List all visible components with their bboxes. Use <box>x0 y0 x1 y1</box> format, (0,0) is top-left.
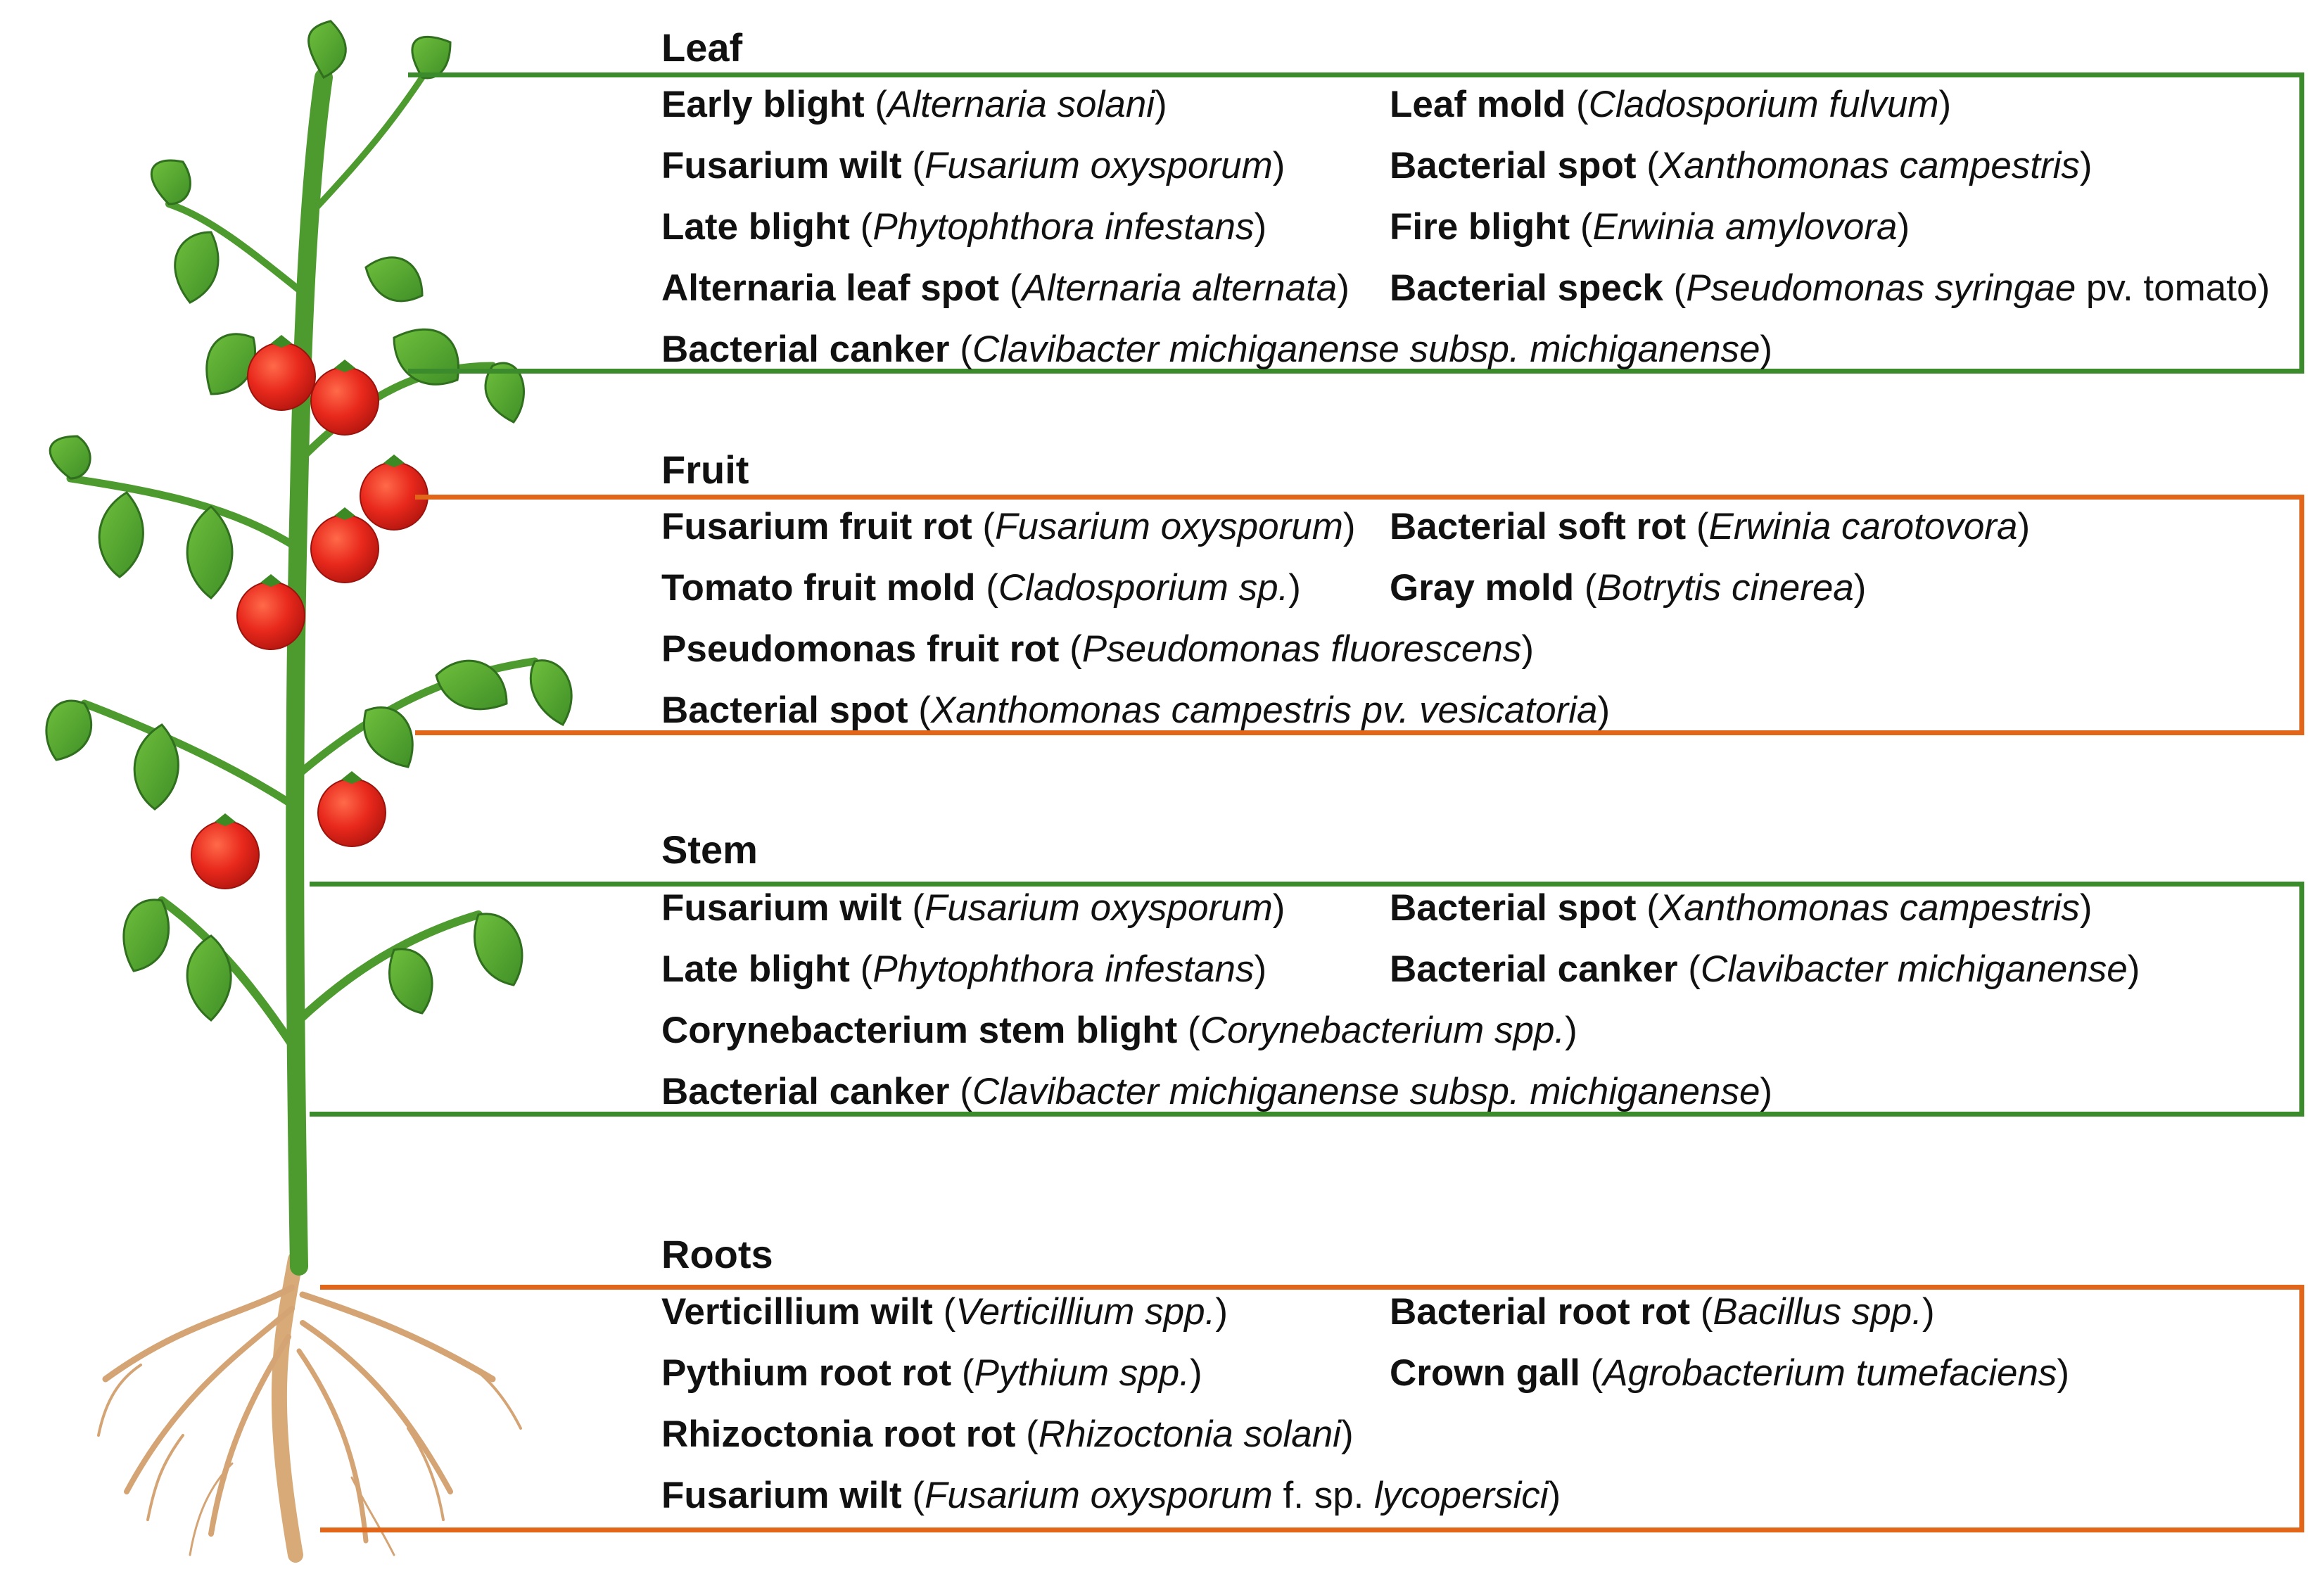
disease-name: Late blight <box>661 206 850 248</box>
section-title-fruit: Fruit <box>661 447 749 492</box>
pathogen-species: Erwinia amylovora <box>1592 206 1898 248</box>
disease-entry: Pseudomonas fruit rot (Pseudomonas fluorescens) <box>661 628 1535 670</box>
pathogen-species: Pseudomonas fluorescens <box>1081 628 1522 670</box>
disease-name: Bacterial canker <box>661 329 950 370</box>
tomato <box>237 582 305 649</box>
disease-entry: Bacterial canker (Clavibacter michiganense subsp. michiganense) <box>661 329 1773 370</box>
pathogen-species: Phytophthora infestans <box>872 206 1255 248</box>
disease-entry: Fire blight (Erwinia amylovora) <box>1390 206 1910 248</box>
disease-name: Verticillium wilt <box>661 1291 933 1333</box>
pathogen-species: Xanthomonas campestris <box>1658 887 2080 929</box>
pathogen-species: Pythium spp. <box>974 1352 1190 1394</box>
disease-name: Fusarium wilt <box>661 145 902 186</box>
disease-entry: Late blight (Phytophthora infestans) <box>661 206 1267 248</box>
disease-entry: Gray mold (Botrytis cinerea) <box>1390 567 1867 609</box>
disease-name: Fire blight <box>1390 206 1570 248</box>
pathogen-species: Fusarium oxysporum <box>924 887 1273 929</box>
disease-name: Pseudomonas fruit rot <box>661 628 1060 670</box>
pathogen-species: Cladosporium sp. <box>998 567 1289 609</box>
disease-name: Bacterial spot <box>1390 887 1637 929</box>
disease-name: Crown gall <box>1390 1352 1580 1394</box>
pathogen-species: Botrytis cinerea <box>1596 567 1854 609</box>
pathogen-qualifier: pv. tomato <box>2076 267 2258 309</box>
pathogen-species: Erwinia carotovora <box>1708 506 2018 547</box>
pathogen-forma-specialis: lycopersici <box>1374 1475 1549 1516</box>
pathogen-species: Alternaria alternata <box>1022 267 1338 309</box>
pathogen-species: Pseudomonas syringae <box>1686 267 2076 309</box>
pathogen-species: Fusarium oxysporum <box>924 145 1273 186</box>
disease-entry: Bacterial spot (Xanthomonas campestris pv. vesicatoria) <box>661 690 1611 731</box>
disease-entry: Corynebacterium stem blight (Corynebacterium spp.) <box>661 1010 1577 1051</box>
section-title-roots: Roots <box>661 1232 773 1276</box>
disease-entry: Verticillium wilt (Verticillium spp.) <box>661 1291 1228 1333</box>
tomato <box>248 343 315 410</box>
pathogen-species: Cladosporium fulvum <box>1588 84 1939 125</box>
disease-entry: Crown gall (Agrobacterium tumefaciens) <box>1390 1352 2070 1394</box>
disease-name: Bacterial canker <box>1390 948 1678 990</box>
disease-name: Corynebacterium stem blight <box>661 1010 1178 1051</box>
disease-entry: Late blight (Phytophthora infestans) <box>661 948 1267 990</box>
pathogen-species: Agrobacterium tumefaciens <box>1603 1352 2057 1394</box>
pathogen-species: Verticillium spp. <box>955 1291 1216 1333</box>
disease-name: Bacterial spot <box>1390 145 1637 186</box>
pathogen-species: Phytophthora infestans <box>872 948 1255 990</box>
disease-entry: Bacterial speck (Pseudomonas syringae pv. tomato) <box>1390 267 2271 309</box>
disease-name: Bacterial soft rot <box>1390 506 1687 547</box>
disease-name: Bacterial speck <box>1390 267 1663 309</box>
tomato <box>191 821 259 889</box>
pathogen-species: Xanthomonas campestris pv. vesicatoria <box>930 690 1598 731</box>
disease-name: Pythium root rot <box>661 1352 952 1394</box>
disease-entry: Fusarium fruit rot (Fusarium oxysporum) <box>661 506 1356 547</box>
disease-entry: Alternaria leaf spot (Alternaria alternata) <box>661 267 1350 309</box>
disease-name: Late blight <box>661 948 850 990</box>
disease-entry: Pythium root rot (Pythium spp.) <box>661 1352 1202 1394</box>
pathogen-species: Xanthomonas campestris <box>1658 145 2080 186</box>
disease-name: Bacterial spot <box>661 690 908 731</box>
tomato <box>311 367 379 435</box>
pathogen-species: Fusarium oxysporum <box>995 506 1343 547</box>
disease-entry: Fusarium wilt (Fusarium oxysporum) <box>661 887 1285 929</box>
section-title-leaf: Leaf <box>661 25 743 70</box>
disease-entry: Fusarium wilt (Fusarium oxysporum) <box>661 145 1285 186</box>
tomato <box>318 779 386 846</box>
disease-entry: Fusarium wilt (Fusarium oxysporum f. sp. lycopersici) <box>661 1475 1561 1516</box>
disease-entry: Tomato fruit mold (Cladosporium sp.) <box>661 567 1301 609</box>
pathogen-species: Clavibacter michiganense <box>1700 948 2128 990</box>
disease-name: Alternaria leaf spot <box>661 267 1000 309</box>
disease-entry: Rhizoctonia root rot (Rhizoctonia solani) <box>661 1414 1354 1455</box>
disease-name: Bacterial canker <box>661 1071 950 1112</box>
disease-name: Fusarium wilt <box>661 1475 902 1516</box>
disease-entry: Bacterial root rot (Bacillus spp.) <box>1390 1291 1935 1333</box>
disease-name: Fusarium wilt <box>661 887 902 929</box>
pathogen-species: Bacillus spp. <box>1713 1291 1922 1333</box>
disease-name: Rhizoctonia root rot <box>661 1414 1016 1455</box>
tomato <box>311 515 379 583</box>
pathogen-species: Corynebacterium spp. <box>1200 1010 1566 1051</box>
disease-entry: Bacterial spot (Xanthomonas campestris) <box>1390 145 2093 186</box>
disease-entry: Bacterial canker (Clavibacter michiganense subsp. michiganense) <box>661 1071 1773 1112</box>
disease-entry: Bacterial soft rot (Erwinia carotovora) <box>1390 506 2031 547</box>
section-title-stem: Stem <box>661 827 758 872</box>
pathogen-species: Alternaria solani <box>887 84 1155 125</box>
pathogen-species: Fusarium oxysporum <box>924 1475 1273 1516</box>
disease-entry: Early blight (Alternaria solani) <box>661 84 1167 125</box>
pathogen-species: Clavibacter michiganense subsp. michiganense <box>972 1071 1760 1112</box>
pathogen-species: Rhizoctonia solani <box>1038 1414 1341 1455</box>
disease-name: Fusarium fruit rot <box>661 506 972 547</box>
disease-name: Early blight <box>661 84 865 125</box>
pathogen-qualifier: f. sp. <box>1272 1475 1375 1516</box>
pathogen-species: Clavibacter michiganense subsp. michiganense <box>972 329 1760 370</box>
disease-name: Leaf mold <box>1390 84 1566 125</box>
disease-entry: Bacterial spot (Xanthomonas campestris) <box>1390 887 2093 929</box>
disease-entry: Bacterial canker (Clavibacter michiganense) <box>1390 948 2140 990</box>
disease-entry: Leaf mold (Cladosporium fulvum) <box>1390 84 1952 125</box>
disease-name: Tomato fruit mold <box>661 567 976 609</box>
disease-name: Bacterial root rot <box>1390 1291 1691 1333</box>
disease-name: Gray mold <box>1390 567 1575 609</box>
